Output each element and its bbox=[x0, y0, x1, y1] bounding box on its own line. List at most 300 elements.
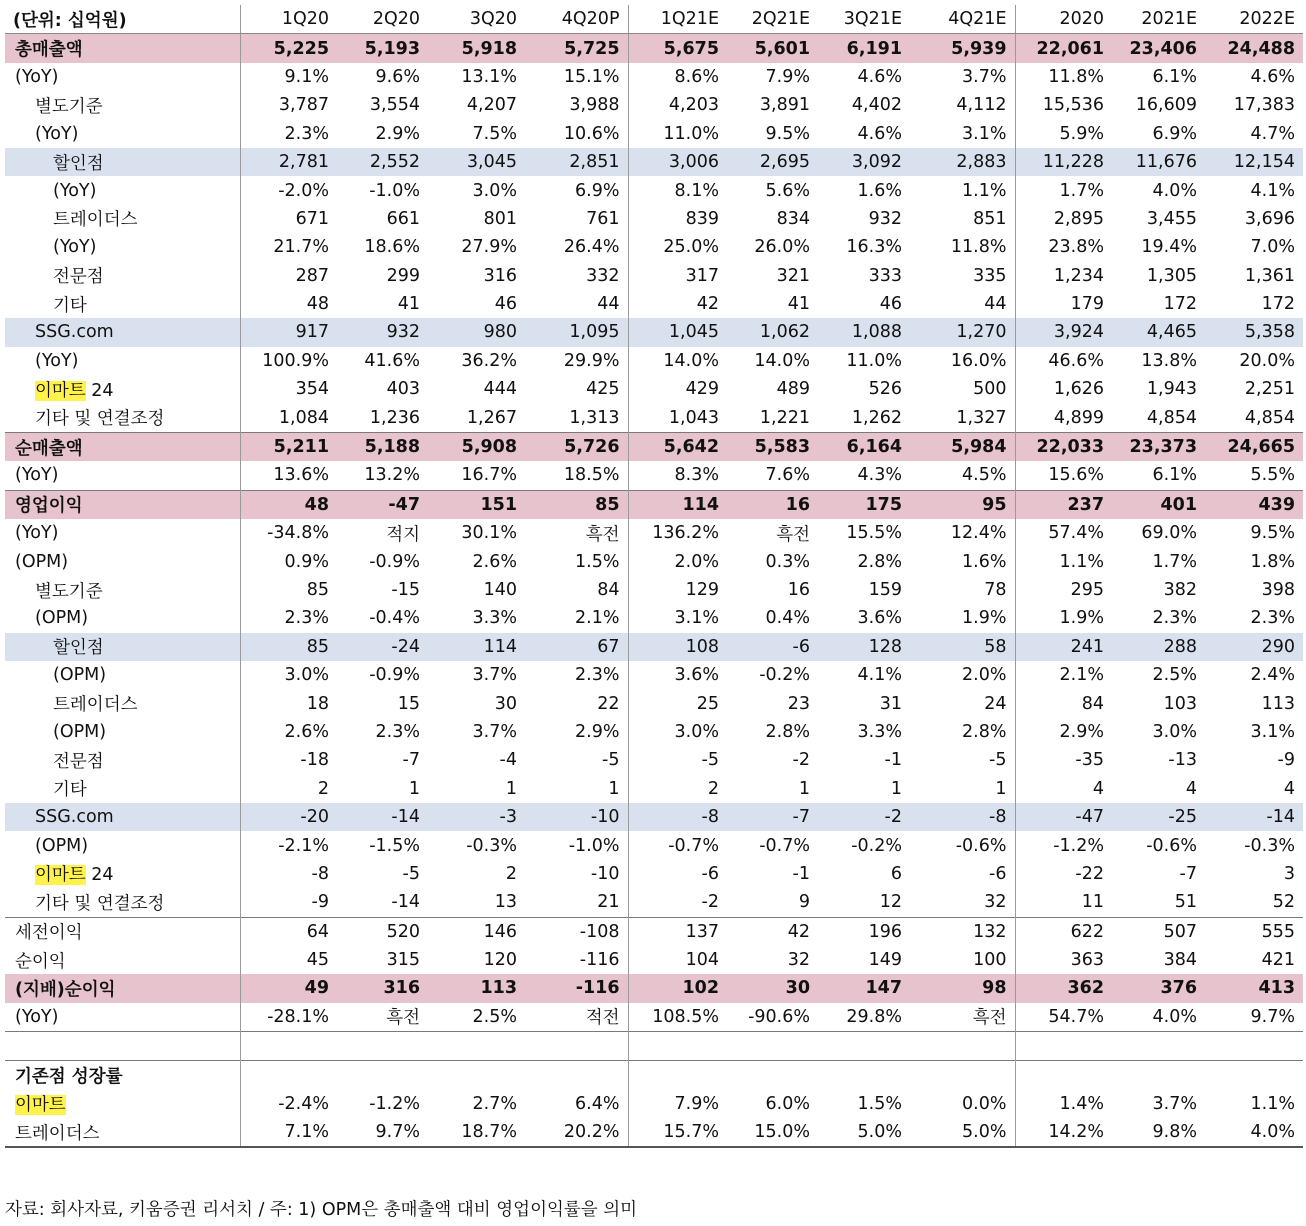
table-cell: 1.6% bbox=[857, 180, 902, 201]
table-row bbox=[5, 775, 1303, 803]
table-cell: 15.0% bbox=[727, 1118, 818, 1147]
table-cell: 520 bbox=[337, 917, 428, 946]
row-label bbox=[5, 547, 240, 575]
table-cell: 27.9% bbox=[461, 237, 517, 258]
table-cell: 332 bbox=[525, 262, 628, 290]
row-label bbox=[5, 661, 240, 689]
column-header: 3Q20 bbox=[428, 5, 525, 34]
table-cell: 128 bbox=[818, 633, 910, 661]
table-cell: 1,062 bbox=[727, 318, 818, 346]
table-cell: 41 bbox=[397, 294, 420, 315]
table-cell: 29.8% bbox=[846, 1006, 902, 1027]
blank-cell bbox=[1015, 1061, 1112, 1090]
table-cell: 851 bbox=[910, 205, 1015, 233]
table-cell: 1 bbox=[798, 778, 810, 799]
table-row bbox=[5, 262, 1303, 290]
spacer-cell bbox=[240, 1032, 337, 1061]
table-cell: -3 bbox=[428, 803, 525, 831]
table-cell: -0.2% bbox=[851, 835, 902, 856]
column-header: 2021E bbox=[1112, 5, 1205, 34]
table-cell: -1.0% bbox=[525, 831, 628, 859]
table-cell: -7 bbox=[1179, 863, 1197, 884]
table-cell: 507 bbox=[1112, 917, 1205, 946]
table-cell: 44 bbox=[525, 290, 628, 318]
table-cell: 23,406 bbox=[1112, 34, 1205, 63]
table-cell: 5.0% bbox=[910, 1118, 1015, 1147]
row-label-text: 영업이익 bbox=[15, 496, 83, 517]
row-label-text: 순매출액 bbox=[15, 438, 83, 459]
table-cell: -8 bbox=[910, 803, 1015, 831]
table-cell: 3,006 bbox=[628, 148, 727, 176]
table-cell: 1.9% bbox=[1059, 608, 1104, 629]
table-cell: 4.3% bbox=[857, 465, 902, 486]
table-cell: -22 bbox=[1075, 863, 1104, 884]
table-cell: 932 bbox=[337, 318, 428, 346]
blank-cell bbox=[818, 1061, 910, 1090]
row-label-text: (OPM) bbox=[15, 551, 69, 572]
table-cell: -1.5% bbox=[369, 835, 420, 856]
table-cell: -25 bbox=[1112, 803, 1205, 831]
table-row bbox=[5, 176, 1303, 204]
table-cell: 834 bbox=[776, 208, 810, 229]
table-cell: 4.0% bbox=[1152, 180, 1197, 201]
column-header: 1Q21E bbox=[628, 5, 727, 34]
table-cell: 9.5% bbox=[765, 123, 810, 144]
table-cell: 23.8% bbox=[1048, 237, 1104, 258]
table-cell: 흑전 bbox=[910, 1003, 1015, 1032]
table-cell: 315 bbox=[386, 950, 420, 971]
table-cell: 3 bbox=[1283, 863, 1295, 884]
table-cell: 15.6% bbox=[1048, 465, 1104, 486]
column-header: 1Q20 bbox=[240, 5, 337, 34]
table-cell: -116 bbox=[525, 946, 628, 974]
table-cell: -13 bbox=[1168, 750, 1197, 771]
table-cell: 5,725 bbox=[525, 34, 628, 63]
table-cell: 19.4% bbox=[1141, 237, 1197, 258]
table-cell: 2.0% bbox=[674, 551, 719, 572]
table-cell: 10.6% bbox=[525, 120, 628, 148]
table-cell: 78 bbox=[910, 576, 1015, 604]
column-header: 3Q21E bbox=[818, 5, 910, 34]
row-label-text: (OPM) bbox=[35, 835, 89, 856]
table-cell: 2.7% bbox=[472, 1093, 517, 1114]
table-cell: -1.2% bbox=[1053, 835, 1104, 856]
table-cell: 5,642 bbox=[628, 432, 727, 461]
table-cell: 1,626 bbox=[1053, 379, 1104, 400]
table-cell: 3,988 bbox=[525, 91, 628, 119]
table-row bbox=[5, 519, 1303, 547]
table-cell: -2 bbox=[701, 892, 719, 913]
table-row bbox=[5, 718, 1303, 746]
row-label-suffix: 24 bbox=[85, 380, 114, 401]
table-cell: 2.8% bbox=[910, 718, 1015, 746]
table-cell: 1,045 bbox=[628, 318, 727, 346]
table-cell: -9 bbox=[311, 892, 329, 913]
table-cell: -14 bbox=[391, 892, 420, 913]
row-label bbox=[5, 318, 240, 346]
table-cell: 1.7% bbox=[1059, 180, 1104, 201]
table-cell: 6.4% bbox=[525, 1089, 628, 1117]
table-cell: 0.9% bbox=[284, 551, 329, 572]
table-cell: 15.1% bbox=[525, 63, 628, 91]
table-cell: 67 bbox=[525, 633, 628, 661]
table-cell: 1,043 bbox=[668, 407, 719, 428]
table-cell: 1 bbox=[408, 778, 420, 799]
table-cell: 4,465 bbox=[1112, 318, 1205, 346]
table-cell: 3.6% bbox=[857, 608, 902, 629]
table-cell: 149 bbox=[868, 950, 902, 971]
table-cell: 4,854 bbox=[1146, 407, 1197, 428]
table-cell: -0.2% bbox=[759, 665, 810, 686]
row-label bbox=[5, 461, 240, 490]
row-label-text: (YoY) bbox=[15, 465, 59, 486]
table-cell: 4 bbox=[1283, 778, 1295, 799]
table-cell: 317 bbox=[685, 265, 719, 286]
table-cell: 20.0% bbox=[1239, 350, 1295, 371]
growth-section-title: 기존점 성장률 bbox=[5, 1061, 240, 1090]
table-cell: 1.1% bbox=[910, 176, 1015, 204]
table-cell: 2.1% bbox=[1059, 665, 1104, 686]
table-cell: 6.9% bbox=[525, 176, 628, 204]
table-row bbox=[5, 34, 1303, 63]
table-cell: 12,154 bbox=[1205, 148, 1303, 176]
table-cell: 21.7% bbox=[273, 237, 329, 258]
table-row bbox=[5, 432, 1303, 461]
row-label-text: 트레이더스 bbox=[53, 210, 138, 231]
table-cell: 403 bbox=[386, 379, 420, 400]
table-cell: 21 bbox=[525, 888, 628, 917]
table-cell: 159 bbox=[868, 580, 902, 600]
table-cell: -90.6% bbox=[748, 1006, 810, 1027]
table-cell: 15.5% bbox=[846, 523, 902, 544]
table-cell: 2.3% bbox=[284, 608, 329, 629]
table-cell: 146 bbox=[428, 917, 525, 946]
table-cell: -0.7% bbox=[759, 835, 810, 856]
table-row bbox=[5, 576, 1303, 604]
table-row bbox=[5, 490, 1303, 519]
row-label bbox=[5, 262, 240, 290]
row-label bbox=[5, 1089, 240, 1117]
table-cell: 5.9% bbox=[1059, 123, 1104, 144]
table-cell: 1,305 bbox=[1146, 265, 1197, 286]
table-cell: -6 bbox=[701, 863, 719, 884]
blank-cell bbox=[337, 1061, 428, 1090]
table-cell: 2.6% bbox=[284, 721, 329, 742]
row-label bbox=[5, 974, 240, 1002]
table-cell: 4,207 bbox=[466, 95, 517, 116]
table-cell: 140 bbox=[483, 580, 517, 600]
table-cell: 622 bbox=[1015, 917, 1112, 946]
table-cell: 3.0% bbox=[1152, 721, 1197, 742]
table-cell: 8.1% bbox=[674, 180, 719, 201]
row-label-text: (YoY) bbox=[53, 180, 97, 201]
table-cell: 12.4% bbox=[910, 519, 1015, 547]
table-row bbox=[5, 917, 1303, 946]
table-cell: 1,095 bbox=[525, 318, 628, 346]
table-cell: -116 bbox=[525, 974, 628, 1002]
table-cell: 1.4% bbox=[1059, 1093, 1104, 1114]
table-cell: 24,488 bbox=[1205, 34, 1303, 63]
table-cell: 41.6% bbox=[364, 350, 420, 371]
table-cell: 2.3% bbox=[1250, 608, 1295, 629]
table-cell: 413 bbox=[1205, 974, 1303, 1002]
table-cell: -10 bbox=[525, 860, 628, 888]
table-cell: 1.7% bbox=[1152, 551, 1197, 572]
table-cell: 42 bbox=[727, 917, 818, 946]
spacer-cell bbox=[428, 1032, 525, 1061]
row-label bbox=[5, 34, 240, 63]
row-label-text: (YoY) bbox=[15, 523, 59, 544]
table-cell: -6 bbox=[910, 860, 1015, 888]
row-label bbox=[5, 917, 240, 946]
table-cell: 299 bbox=[386, 265, 420, 286]
row-label-text: (YoY) bbox=[35, 123, 79, 144]
table-cell: 46 bbox=[494, 294, 517, 315]
table-cell: 4.6% bbox=[1250, 66, 1295, 87]
table-cell: 671 bbox=[295, 208, 329, 229]
table-cell: -20 bbox=[240, 803, 337, 831]
table-row bbox=[5, 91, 1303, 119]
row-label-text: 이마트 bbox=[15, 1095, 66, 1116]
table-cell: -2.1% bbox=[278, 835, 329, 856]
table-row bbox=[5, 375, 1303, 403]
table-cell: 354 bbox=[295, 379, 329, 400]
table-cell: 15 bbox=[397, 693, 420, 714]
growth-row bbox=[5, 1118, 1303, 1147]
table-cell: 932 bbox=[868, 208, 902, 229]
table-cell: 9.6% bbox=[375, 66, 420, 87]
table-cell: 7.9% bbox=[674, 1093, 719, 1114]
table-cell: 3.3% bbox=[472, 608, 517, 629]
row-label-text: 트레이더스 bbox=[53, 695, 138, 716]
spacer-cell bbox=[525, 1032, 628, 1061]
table-cell: 2.3% bbox=[375, 721, 420, 742]
source-footnote: 자료: 회사자료, 키움증권 리서치 / 주: 1) OPM은 총매출액 대비 영업이익률을 의미 bbox=[5, 1200, 638, 1220]
table-cell: 439 bbox=[1205, 490, 1303, 519]
table-cell: 14.0% bbox=[663, 350, 719, 371]
table-cell: 980 bbox=[428, 318, 525, 346]
table-cell: 16 bbox=[727, 490, 818, 519]
row-label-text: 기타 bbox=[53, 295, 87, 316]
table-cell: 4.7% bbox=[1250, 123, 1295, 144]
spacer-cell bbox=[337, 1032, 428, 1061]
table-cell: 2,552 bbox=[337, 148, 428, 176]
row-label bbox=[5, 888, 240, 917]
table-cell: 3.7% bbox=[1152, 1093, 1197, 1114]
table-cell: -1 bbox=[884, 750, 902, 771]
row-label-text: 세전이익 bbox=[15, 923, 83, 944]
table-cell: 11.8% bbox=[910, 233, 1015, 261]
table-cell: -7 bbox=[402, 750, 420, 771]
table-cell: 1.8% bbox=[1250, 551, 1295, 572]
table-cell: 41 bbox=[787, 294, 810, 315]
table-cell: 3,045 bbox=[428, 148, 525, 176]
table-cell: -2.0% bbox=[278, 180, 329, 201]
table-cell: 1.1% bbox=[1059, 551, 1104, 572]
table-cell: 22,033 bbox=[1015, 432, 1112, 461]
row-label bbox=[5, 63, 240, 91]
table-cell: 0.3% bbox=[765, 551, 810, 572]
row-label bbox=[5, 375, 240, 403]
table-row bbox=[5, 63, 1303, 91]
table-cell: 46 bbox=[879, 294, 902, 315]
table-cell: 3,092 bbox=[818, 148, 910, 176]
table-cell: 3,554 bbox=[369, 95, 420, 116]
table-row bbox=[5, 604, 1303, 632]
table-cell: 25.0% bbox=[663, 237, 719, 258]
table-cell: 1,267 bbox=[466, 407, 517, 428]
table-cell: -4 bbox=[499, 750, 517, 771]
table-cell: 290 bbox=[1205, 633, 1303, 661]
table-row bbox=[5, 461, 1303, 490]
table-cell: -28.1% bbox=[267, 1006, 329, 1027]
table-cell: 113 bbox=[428, 974, 525, 1002]
table-cell: 3,891 bbox=[759, 95, 810, 116]
table-cell: 2.9% bbox=[375, 123, 420, 144]
column-header: 2020 bbox=[1015, 5, 1112, 34]
table-cell: -24 bbox=[337, 633, 428, 661]
table-cell: 9.1% bbox=[284, 66, 329, 87]
table-cell: 17,383 bbox=[1233, 95, 1295, 116]
table-cell: 85 bbox=[525, 490, 628, 519]
table-cell: -5 bbox=[402, 863, 420, 884]
table-cell: 2.9% bbox=[525, 718, 628, 746]
table-cell: 6.1% bbox=[1152, 465, 1197, 486]
table-cell: 24 bbox=[910, 689, 1015, 717]
table-cell: -8 bbox=[311, 863, 329, 884]
table-cell: 6,191 bbox=[818, 34, 910, 63]
row-label-text: 기타 및 연결조정 bbox=[35, 409, 165, 430]
table-cell: 7.6% bbox=[765, 465, 810, 486]
table-cell: 9.7% bbox=[337, 1118, 428, 1147]
row-label bbox=[5, 718, 240, 746]
row-label-text: 이마트 bbox=[35, 380, 86, 401]
table-cell: 23,373 bbox=[1112, 432, 1205, 461]
table-cell: -10 bbox=[525, 803, 628, 831]
table-cell: 5,918 bbox=[428, 34, 525, 63]
table-cell: 1,234 bbox=[1053, 265, 1104, 286]
table-cell: 5,984 bbox=[910, 432, 1015, 461]
row-label-text: (지배)순이익 bbox=[15, 979, 116, 1000]
table-cell: 95 bbox=[910, 490, 1015, 519]
table-row bbox=[5, 547, 1303, 575]
table-cell: -2.4% bbox=[278, 1093, 329, 1114]
table-cell: 2.6% bbox=[472, 551, 517, 572]
table-row bbox=[5, 633, 1303, 661]
spacer-cell bbox=[1015, 1032, 1112, 1061]
table-cell: 11,228 bbox=[1015, 148, 1112, 176]
table-cell: 335 bbox=[910, 262, 1015, 290]
table-cell: 49 bbox=[240, 974, 337, 1002]
row-label-suffix: 24 bbox=[85, 865, 114, 886]
financial-table bbox=[5, 5, 1303, 1148]
row-label-text: 총매출액 bbox=[15, 40, 83, 61]
table-cell: 425 bbox=[525, 375, 628, 403]
table-cell: 흑전 bbox=[776, 524, 810, 545]
table-cell: 11 bbox=[1081, 892, 1104, 913]
table-cell: 6.9% bbox=[1152, 123, 1197, 144]
table-cell: 14.2% bbox=[1015, 1118, 1112, 1147]
table-cell: 1.9% bbox=[910, 604, 1015, 632]
table-cell: 11.0% bbox=[846, 350, 902, 371]
row-label bbox=[5, 775, 240, 803]
table-cell: -14 bbox=[1205, 803, 1303, 831]
table-cell: 30.1% bbox=[461, 523, 517, 544]
blank-cell bbox=[628, 1061, 727, 1090]
table-cell: 5.0% bbox=[818, 1118, 910, 1147]
table-cell: 13.6% bbox=[273, 465, 329, 486]
row-label-text: 할인점 bbox=[53, 153, 104, 174]
table-cell: 4,854 bbox=[1244, 407, 1295, 428]
table-cell: 45 bbox=[306, 950, 329, 971]
table-cell: 2,251 bbox=[1244, 379, 1295, 400]
table-row bbox=[5, 233, 1303, 261]
table-cell: 3.0% bbox=[284, 665, 329, 686]
blank-cell bbox=[1205, 1061, 1303, 1090]
row-label bbox=[5, 1118, 240, 1147]
table-cell: 151 bbox=[428, 490, 525, 519]
table-cell: 18.7% bbox=[428, 1118, 525, 1147]
table-cell: 1,313 bbox=[525, 403, 628, 432]
table-cell: 661 bbox=[386, 208, 420, 229]
table-row bbox=[5, 148, 1303, 176]
row-label bbox=[5, 1003, 240, 1032]
table-cell: 102 bbox=[628, 974, 727, 1002]
table-cell: -7 bbox=[727, 803, 818, 831]
table-cell: 57.4% bbox=[1048, 523, 1104, 544]
table-cell: 2.0% bbox=[910, 661, 1015, 689]
table-cell: 3,455 bbox=[1146, 208, 1197, 229]
table-row bbox=[5, 403, 1303, 432]
table-cell: 100.9% bbox=[262, 350, 329, 371]
table-cell: 295 bbox=[1070, 580, 1104, 600]
blank-cell bbox=[525, 1061, 628, 1090]
table-cell: -2 bbox=[818, 803, 910, 831]
table-cell: 3.7% bbox=[472, 665, 517, 686]
table-cell: 333 bbox=[868, 265, 902, 286]
table-cell: 5,601 bbox=[727, 34, 818, 63]
row-label bbox=[5, 633, 240, 661]
table-cell: 3.1% bbox=[910, 120, 1015, 148]
table-cell: 8.6% bbox=[674, 66, 719, 87]
spacer-cell bbox=[1205, 1032, 1303, 1061]
table-cell: 287 bbox=[295, 265, 329, 286]
table-cell: 9.8% bbox=[1112, 1118, 1205, 1147]
table-cell: 11.0% bbox=[663, 123, 719, 144]
table-cell: 2,895 bbox=[1053, 208, 1104, 229]
spacer-cell bbox=[5, 1032, 240, 1061]
table-row bbox=[5, 1003, 1303, 1032]
table-cell: -0.9% bbox=[369, 665, 420, 686]
table-cell: 4 bbox=[1185, 778, 1197, 799]
table-cell: 12 bbox=[879, 892, 902, 913]
table-row bbox=[5, 746, 1303, 774]
table-cell: 103 bbox=[1163, 693, 1197, 714]
table-cell: 1,236 bbox=[369, 407, 420, 428]
table-cell: 2.5% bbox=[472, 1006, 517, 1027]
table-cell: -0.6% bbox=[910, 831, 1015, 859]
table-cell: 429 bbox=[685, 379, 719, 400]
table-cell: 172 bbox=[1261, 294, 1295, 315]
table-cell: -1 bbox=[792, 863, 810, 884]
spacer-cell bbox=[628, 1032, 727, 1061]
table-cell: 500 bbox=[910, 375, 1015, 403]
table-cell: 42 bbox=[696, 294, 719, 315]
table-cell: 54.7% bbox=[1048, 1006, 1104, 1027]
row-label-text: 순이익 bbox=[15, 951, 66, 972]
table-cell: 13.2% bbox=[364, 465, 420, 486]
spacer-cell bbox=[727, 1032, 818, 1061]
